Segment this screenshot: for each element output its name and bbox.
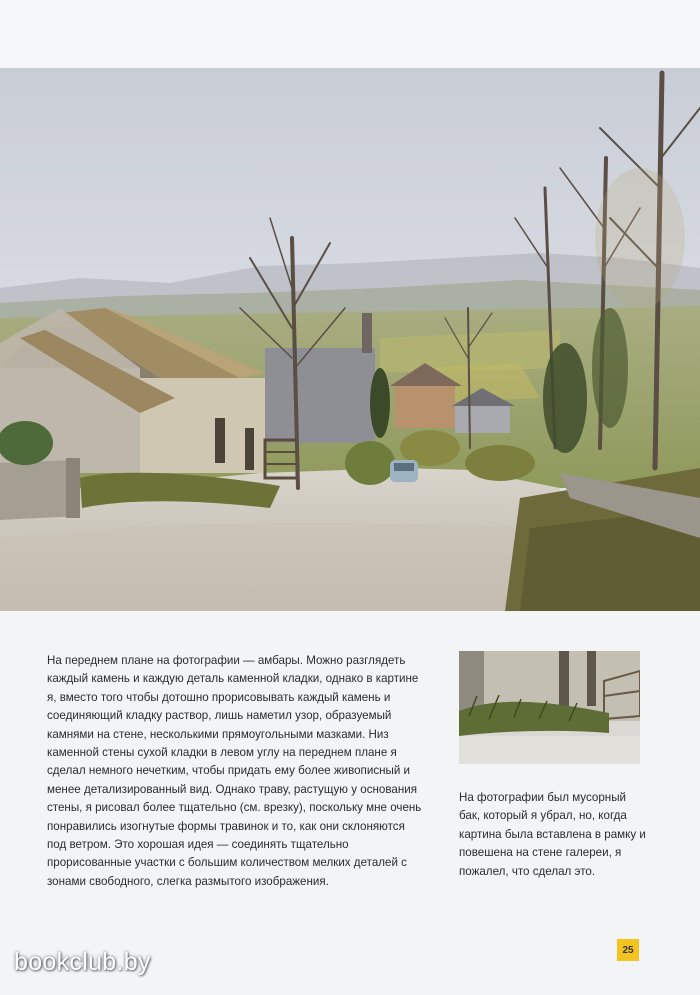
body-text bbox=[47, 652, 422, 891]
inset-caption bbox=[459, 789, 649, 881]
top-margin bbox=[0, 0, 700, 68]
inset-photo bbox=[459, 651, 640, 764]
main-painting bbox=[0, 68, 700, 611]
caption-text: На фотографии был мусорный бак, который я убрал, но, когда картина была вставлена в рамку и повешена на стене галереи, я пожалел, что сделал это. bbox=[459, 791, 646, 878]
page-number-badge: 25 bbox=[617, 939, 639, 961]
watermark: bookclub.by bbox=[14, 948, 151, 976]
body-paragraph: На переднем плане на фотографии — амбары. Можно разглядеть каждый камень и каждую деталь каменной кладки, однако в картине я, вместо того чтобы дотошно прорисовывать каждый камень и соединяющий кладку раствор, лишь наметил узор, образуемый камнями на стене, несколькими прямоугольными мазками. Низ каменной стены сухой кладки в левом углу на переднем плане я сделал немного нечетким, чтобы придать ему более живописный и менее детализированный вид. Однако траву, растущую у основания стены, я рисовал более тщательно (см. врезку), поскольку мне очень понравились изогнутые формы травинок и то, как они склоняются под ветром. Это хорошая идея — соединять тщательно прорисованные участки с большим количеством мелких деталей с зонами свободного, слегка размытого изображения. bbox=[47, 654, 422, 888]
